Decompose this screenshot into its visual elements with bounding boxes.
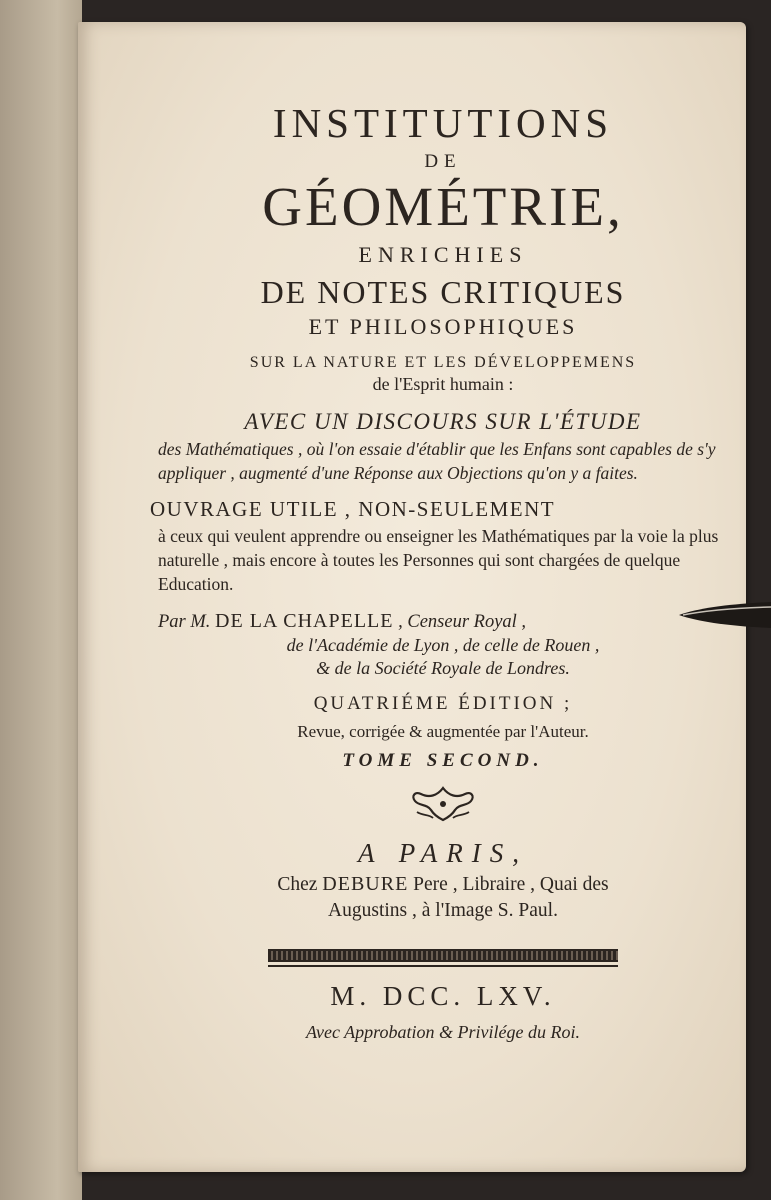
title-line-notes-critiques: DE NOTES CRITIQUES bbox=[260, 273, 626, 310]
publisher-line-1 bbox=[148, 873, 738, 896]
author-prefix: Par M. bbox=[158, 611, 211, 632]
author-line bbox=[148, 610, 738, 633]
left-page-edge bbox=[0, 0, 82, 1200]
academy-line-2: & de la Société Royale de Londres. bbox=[316, 657, 570, 678]
title-page-content bbox=[148, 100, 738, 1042]
author-suffix: , Censeur Royal , bbox=[398, 611, 527, 632]
year-line: M. DCC. LXV. bbox=[330, 980, 556, 1011]
approbation-line: Avec Approbation & Privilége du Roi. bbox=[306, 1021, 580, 1042]
title-page bbox=[78, 22, 746, 1172]
place-line: A PARIS, bbox=[358, 837, 528, 868]
title-line-geometrie: GÉOMÉTRIE, bbox=[262, 175, 624, 237]
tome-line: TOME SECOND. bbox=[342, 750, 544, 772]
subtitle-esprit: de l'Esprit humain : bbox=[372, 374, 514, 395]
avec-discours-heading: AVEC UN DISCOURS SUR L'ÉTUDE bbox=[244, 408, 642, 434]
discours-description: des Mathématiques , où l'on essaie d'établir que les Enfans sont capables de s'y appliquer , augmenté d'une Réponse aux Objections qu'on y a faites. bbox=[158, 439, 716, 484]
fleuron-ornament-icon bbox=[148, 782, 738, 824]
title-line-enrichies: ENRICHIES bbox=[358, 242, 528, 268]
author-name: DE LA CHAPELLE bbox=[215, 609, 394, 632]
revue-line: Revue, corrigée & augmentée par l'Auteur. bbox=[297, 722, 589, 742]
pen-pointer-icon bbox=[679, 600, 771, 630]
title-line-philosophiques: ET PHILOSOPHIQUES bbox=[308, 314, 578, 340]
ouvrage-description: à ceux qui veulent apprendre ou enseigner les Mathématiques par la voie la plus naturelle , mais encore à toutes les Personnes qui sont chargées de quelque Education. bbox=[158, 525, 719, 594]
publisher-line-2: Augustins , à l'Image S. Paul. bbox=[328, 900, 558, 922]
printer-rule bbox=[268, 949, 618, 962]
publisher-name: DEBURE bbox=[322, 872, 409, 895]
edition-line: QUATRIÉME ÉDITION ; bbox=[313, 692, 573, 714]
title-line-institutions: INSTITUTIONS bbox=[272, 100, 614, 146]
publisher-line1-rest: Pere , Libraire , Quai des bbox=[413, 873, 609, 895]
publisher-prefix: Chez bbox=[277, 873, 318, 895]
subtitle-nature: SUR LA NATURE ET LES DÉVELOPPEMENS bbox=[249, 353, 637, 371]
title-line-de: DE bbox=[424, 151, 462, 173]
ouvrage-heading: OUVRAGE UTILE , NON-SEULEMENT bbox=[150, 497, 556, 522]
academy-line-1: de l'Académie de Lyon , de celle de Rouen , bbox=[286, 635, 600, 656]
printer-rule-thin bbox=[268, 965, 618, 967]
